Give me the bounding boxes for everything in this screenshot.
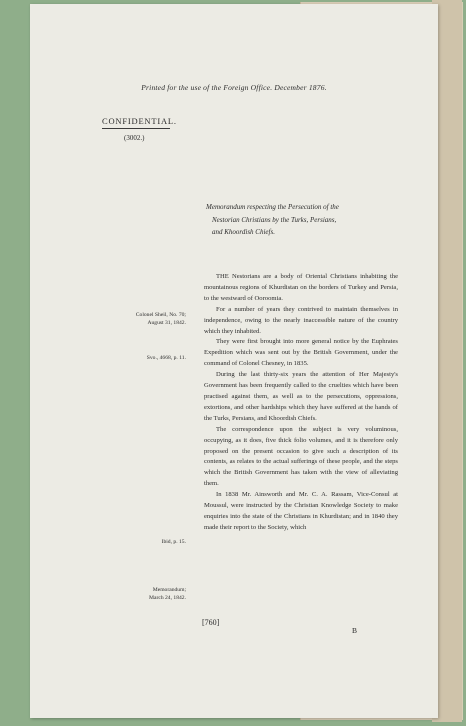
memo-body (204, 272, 398, 534)
signature-mark: B (352, 626, 358, 635)
memo-title-line-3: and Khoordish Chiefs. (212, 228, 275, 236)
memo-title-line-1: Memorandum respecting the Persecution of the (206, 203, 339, 211)
margin-note-svo: Svo., 4668, p. 11. (146, 355, 186, 361)
paragraph: THE Nestorians are a body of Oriental Christians inhabiting the mountainous regions of Khurdistan on the borders of Turkey and Persia, to the westward of Ooroomia. (204, 273, 398, 302)
paragraph: The correspondence upon the subject is very voluminous, occupying, as it does, five thick folio volumes, and it is therefore only proposed on the present occasion to give such a description of its contents, as relates to the actual sufferings of these people, and the steps which the British Government has taken with the view of alleviating them. (204, 425, 398, 488)
folio-number: [760] (202, 618, 220, 627)
margin-note-ibid: Ibid, p. 15. (161, 539, 186, 545)
paragraph: They were first brought into more general notice by the Euphrates Expedition which was sent out by the British Government, under the command of Colonel Chesney, in 1835. (204, 338, 398, 368)
classification-label: CONFIDENTIAL. (102, 116, 177, 126)
paragraph: During the last thirty-six years the attention of Her Majesty's Government has been frequently called to the cruelties which have been practised against them, as well as to the persecutions, oppressions, extortions, and other hardships which they have suffered at the hands of the Turks, Persians, and Khoordish Chiefs. (204, 371, 398, 422)
margin-note-memorandum: Memorandum; March 24, 1842. (149, 587, 186, 601)
margin-note-sheil: Colonel Sheil, No. 70; August 31, 1842. (135, 312, 186, 326)
paragraph: In 1838 Mr. Ainsworth and Mr. C. A. Rassam, Vice-Consul at Moussul, were instructed by the Christian Knowledge Society to make enquiries into the state of the Christians in Khurdistan; and in 1840 they made their report to the Society, which (204, 491, 398, 531)
classification-underline (102, 128, 170, 129)
paragraph: For a number of years they contrived to maintain themselves in independence, owing to the nearly inaccessible nature of the country which they inhabited. (204, 305, 398, 335)
memo-title (206, 201, 402, 239)
document-number: (3002.) (124, 134, 145, 142)
printed-note: Printed for the use of the Foreign Office. December 1876. (141, 83, 327, 92)
document-page (30, 4, 438, 718)
memo-title-line-2: Nestorian Christians by the Turks, Persians, (212, 215, 337, 224)
